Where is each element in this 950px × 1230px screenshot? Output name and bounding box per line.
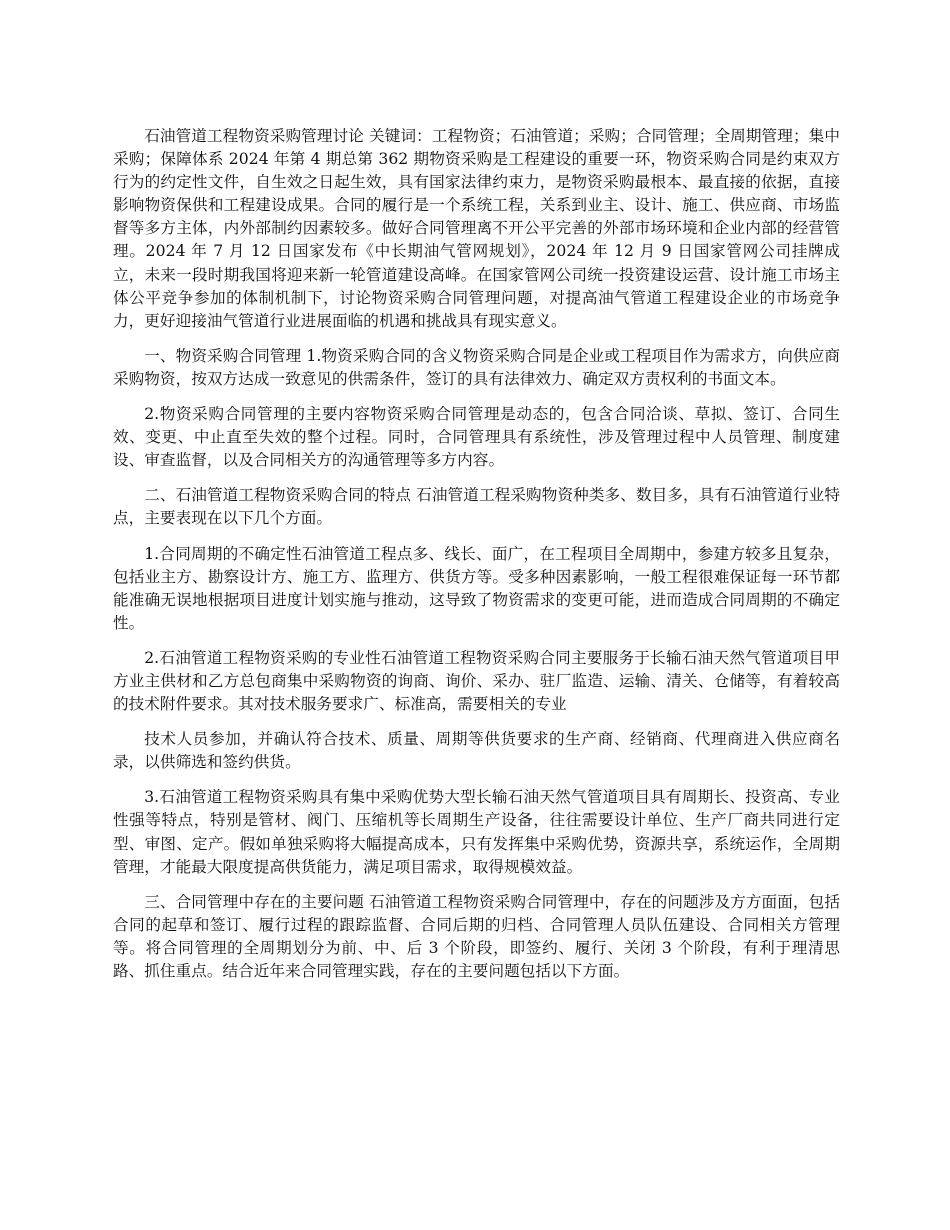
paragraph-section-2-item-1: 1.合同周期的不确定性石油管道工程点多、线长、面广，在工程项目全周期中，参建方较多且复杂，包括业主方、勘察设计方、施工方、监理方、供货方等。受多种因素影响，一般工程很难保证每一环节都能准确无误地根据项目进度计划实施与推动，这导致了物资需求的变更可能，进而造成合同周期的不确定性。 [113, 544, 840, 632]
paragraph-section-3-heading: 三、合同管理中存在的主要问题 石油管道工程物资采购合同管理中，存在的问题涉及方方面面，包括合同的起草和签订、履行过程的跟踪监督、合同后期的归档、合同管理人员队伍建设、合同相关方管理等。将合同管理的全周期划分为前、中、后 3 个阶段，即签约、履行、关闭 3 个阶段，有利于理清思路、抓住重点。结合近年来合同管理实践，存在的主要问题包括以下方面。 [113, 892, 840, 980]
paragraph-section-1-item-1: 一、物资采购合同管理 1.物资采购合同的含义物资采购合同是企业或工程项目作为需求方，向供应商采购物资，按双方达成一致意见的供需条件，签订的具有法律效力、确定双方责权利的书面文本。 [113, 346, 840, 388]
paragraph-section-1-item-2: 2.物资采购合同管理的主要内容物资采购合同管理是动态的，包含合同洽谈、草拟、签订、合同生效、变更、中止直至失效的整个过程。同时，合同管理具有系统性，涉及管理过程中人员管理、制度建设、审查监督，以及合同相关方的沟通管理等多方内容。 [113, 405, 840, 470]
paragraph-section-2-item-2: 2.石油管道工程物资采购的专业性石油管道工程物资采购合同主要服务于长输石油天然气管道项目甲方业主供材和乙方总包商集中采购物资的询商、询价、采办、驻厂监造、运输、清关、仓储等，有着较高的技术附件要求。其对技术服务要求广、标准高，需要相关的专业 [113, 648, 840, 714]
paragraph-section-2-item-2-continued: 技术人员参加，并确认符合技术、质量、周期等供货要求的生产商、经销商、代理商进入供应商名录，以供筛选和签约供货。 [113, 730, 840, 772]
paragraph-intro: 石油管道工程物资采购管理讨论 关键词：工程物资；石油管道；采购；合同管理；全周期管理；集中采购；保障体系 2024 年第 4 期总第 362 期物资采购是工程建设的重要一环，物资采购合同是约束双方行为的约定性文件，自生效之日起生效，具有国家法律约束力，是物资采购最根本、最直接的依据，直接影响物资保供和工程建设成果。合同的履行是一个系统工程，关系到业主、设计、施工、供应商、市场监督等多方主体，内外部制约因素较多。做好合同管理离不开公平完善的外部市场环境和企业内部的经营管理。2024 年 7 月 12 日国家发布《中长期油气管网规划》，2024 年 12 月 9 日国家管网公司挂牌成立，未来一段时期我国将迎来新一轮管道建设高峰。在国家管网公司统一投资建设运营、设计施工市场主体公平竞争参加的体制机制下，讨论物资采购合同管理问题，对提高油气管道工程建设企业的市场竞争力，更好迎接油气管道行业进展面临的机遇和挑战具有现实意义。 [113, 127, 840, 330]
paragraph-section-2-heading: 二、石油管道工程物资采购合同的特点 石油管道工程采购物资种类多、数目多，具有石油管道行业特点，主要表现在以下几个方面。 [113, 486, 840, 528]
document-body [113, 125, 840, 995]
paragraph-section-2-item-3: 3.石油管道工程物资采购具有集中采购优势大型长输石油天然气管道项目具有周期长、投资高、专业性强等特点，特别是管材、阀门、压缩机等长周期生产设备，往往需要设计单位、生产厂商共同进行定型、审图、定产。假如单独采购将大幅提高成本，只有发挥集中采购优势，资源共享，系统运作，全周期管理，才能最大限度提高供货能力，满足项目需求，取得规模效益。 [113, 788, 840, 876]
